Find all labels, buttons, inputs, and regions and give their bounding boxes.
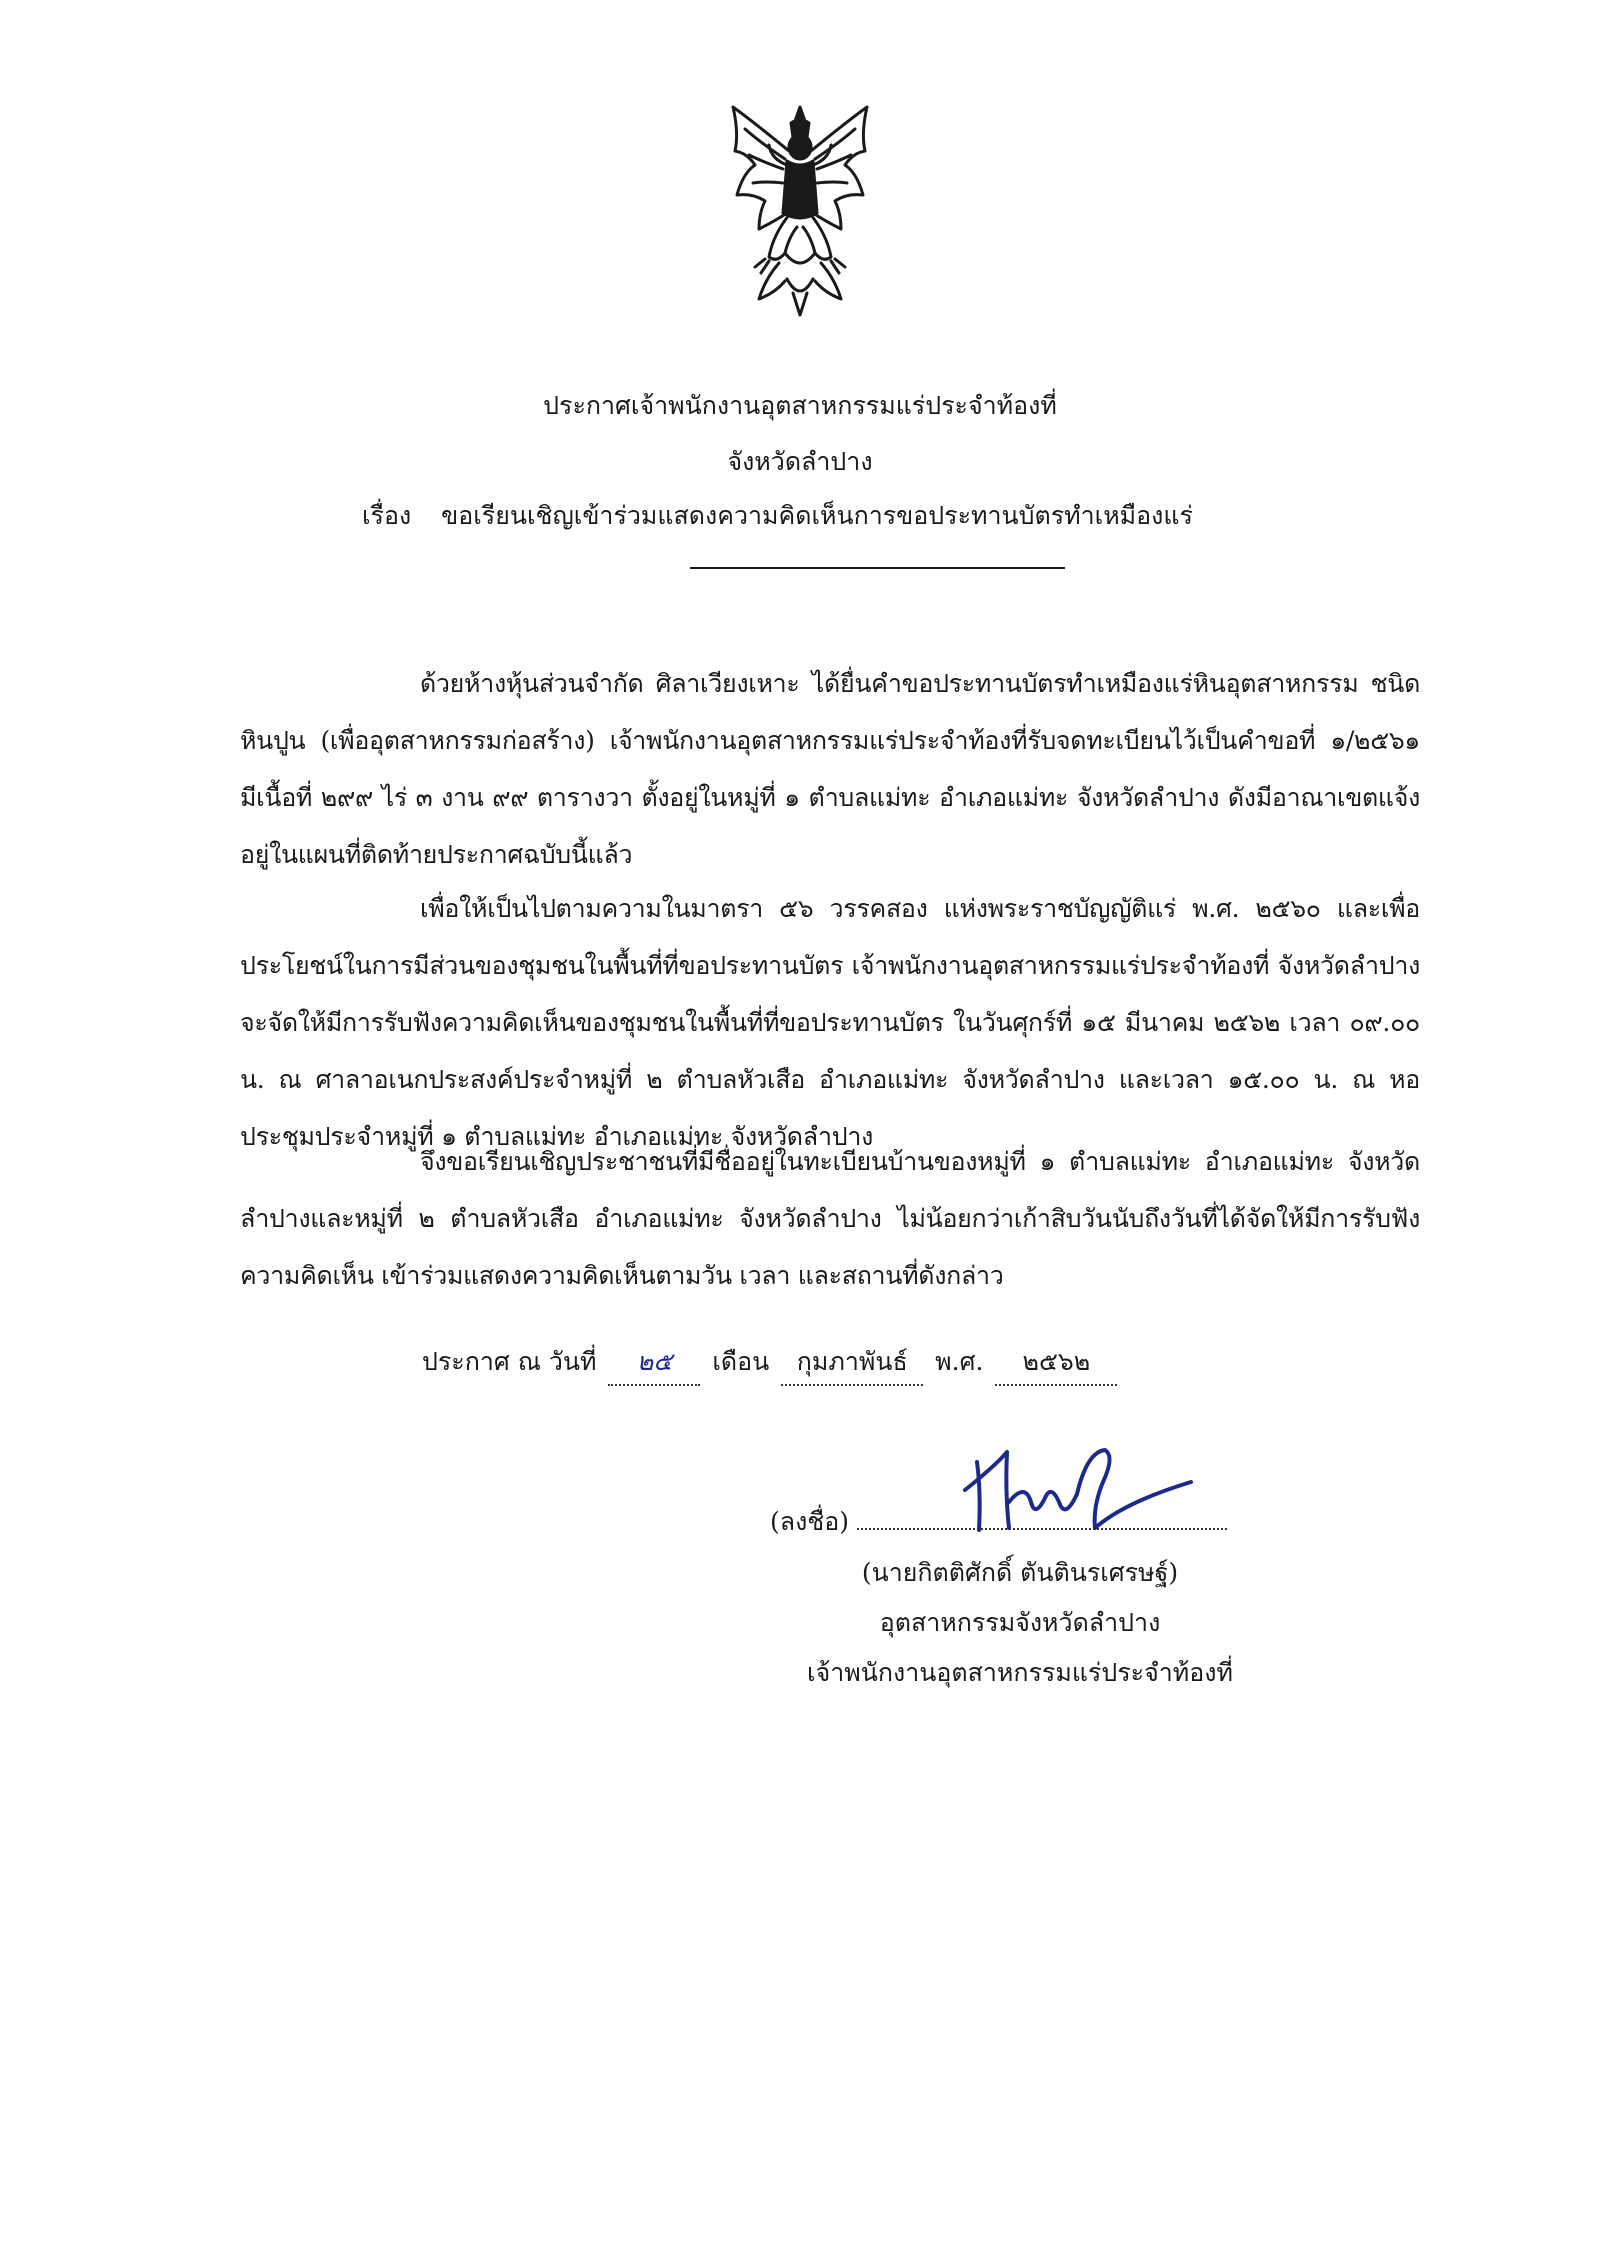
- signer-name: (นายกิตติศักดิ์ ตันตินรเศรษฐ์): [861, 1558, 1179, 1587]
- signer-position-1: อุตสาหกรรมจังหวัดลำปาง: [879, 1608, 1161, 1637]
- subject-text: ขอเรียนเชิญเข้าร่วมแสดงความคิดเห็นการขอประทานบัตรทำเหมืองแร่: [441, 501, 1193, 530]
- date-day: ๒๕: [608, 1340, 700, 1386]
- subject-line: [362, 494, 1193, 538]
- paragraph-3-text: จึงขอเรียนเชิญประชาชนที่มีชื่ออยู่ในทะเบียนบ้านของหมู่ที่ ๑ ตำบลแม่ทะ อำเภอแม่ทะ จังหวัดลำปางและหมู่ที่ ๒ ตำบลหัวเสือ อำเภอแม่ทะ จังหวัดลำปาง ไม่น้อยกว่าเก้าสิบวันนับถึงวันที่ได้จัดให้มีการรับฟังความคิดเห็น เข้าร่วมแสดงความคิดเห็นตามวัน เวลา และสถานที่ดังกล่าว: [240, 1147, 1420, 1290]
- body-paragraph-3: [240, 1133, 1420, 1304]
- paragraph-1-text: ด้วยห้างหุ้นส่วนจำกัด ศิลาเวียงเหาะ ได้ยื่นคำขอประทานบัตรทำเหมืองแร่หินอุตสาหกรรม ชนิดหินปูน (เพื่ออุตสาหกรรมก่อสร้าง) เจ้าพนักงานอุตสาหกรรมแร่ประจำท้องที่รับจดทะเบียนไว้เป็นคำขอที่ ๑/๒๕๖๑ มีเนื้อที่ ๒๙๙ ไร่ ๓ งาน ๙๙ ตารางวา ตั้งอยู่ในหมู่ที่ ๑ ตำบลแม่ทะ อำเภอแม่ทะ จังหวัดลำปาง ดังมีอาณาเขตแจ้งอยู่ในแผนที่ติดท้ายประกาศฉบับนี้แล้ว: [240, 669, 1420, 869]
- signature-dotted-line: [857, 1500, 1227, 1530]
- sign-label: (ลงชื่อ): [770, 1507, 850, 1536]
- paragraph-2-text: เพื่อให้เป็นไปตามความในมาตรา ๕๖ วรรคสอง แห่งพระราชบัญญัติแร่ พ.ศ. ๒๕๖๐ และเพื่อประโยชน์ในการมีส่วนของชุมชนในพื้นที่ที่ขอประทานบัตร เจ้าพนักงานอุตสาหกรรมแร่ประจำท้องที่ จังหวัดลำปาง จะจัดให้มีการรับฟังความคิดเห็นของชุมชนในพื้นที่ที่ขอประทานบัตร ในวันศุกร์ที่ ๑๕ มีนาคม ๒๕๖๒ เวลา ๐๙.๐๐ น. ณ ศาลาอเนกประสงค์ประจำหมู่ที่ ๒ ตำบลหัวเสือ อำเภอแม่ทะ จังหวัดลำปาง และเวลา ๑๕.๐๐ น. ณ หอประชุมประจำหมู่ที่ ๑ ตำบลแม่ทะ อำเภอแม่ทะ จังหวัดลำปาง: [240, 894, 1420, 1151]
- province-line: จังหวัดลำปาง: [727, 447, 873, 476]
- signature-line: [770, 1500, 1227, 1544]
- garuda-emblem-icon: [725, 103, 875, 318]
- date-year: ๒๕๖๒: [995, 1340, 1117, 1386]
- year-label: พ.ศ.: [935, 1347, 984, 1376]
- title-divider: [690, 567, 1065, 569]
- announcement-title: ประกาศเจ้าพนักงานอุตสาหกรรมแร่ประจำท้องที่: [543, 391, 1057, 420]
- date-prefix: ประกาศ ณ วันที่: [422, 1347, 597, 1376]
- announcement-date-line: [422, 1340, 1121, 1386]
- body-paragraph-2: [240, 880, 1420, 1165]
- signer-position-2: เจ้าพนักงานอุตสาหกรรมแร่ประจำท้องที่: [807, 1658, 1233, 1687]
- subject-label: เรื่อง: [362, 501, 412, 530]
- month-label: เดือน: [712, 1347, 770, 1376]
- body-paragraph-1: [240, 655, 1420, 883]
- date-month: กุมภาพันธ์: [781, 1340, 923, 1386]
